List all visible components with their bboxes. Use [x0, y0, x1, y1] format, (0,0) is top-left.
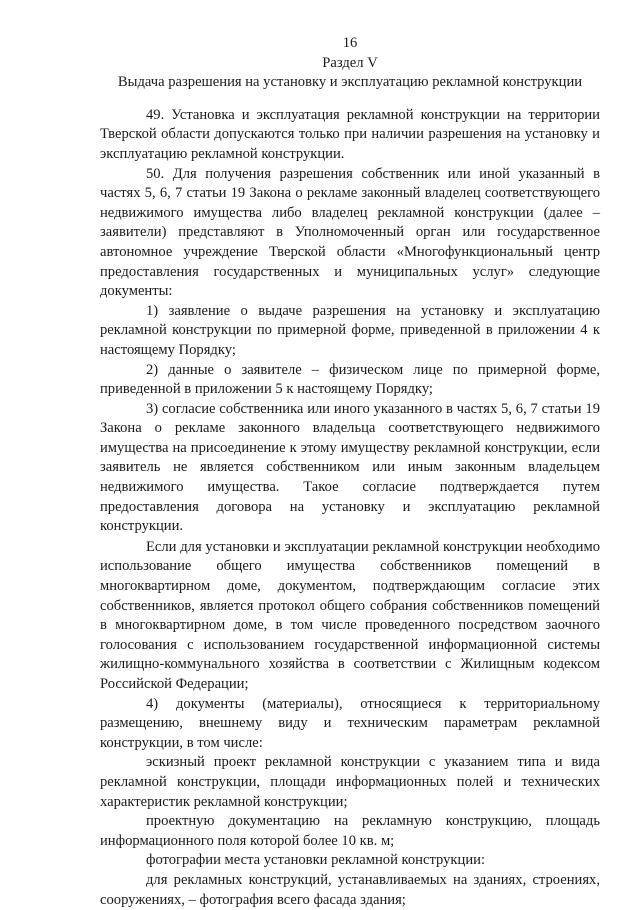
section-subtitle: Выдача разрешения на установку и эксплуатацию рекламной конструкции — [117, 74, 583, 91]
sub-item-sketch: эскизный проект рекламной конструкции с указанием типа и вида рекламной конструкции, площади информационных полей и технических характеристик рекламной конструкции; — [100, 754, 600, 810]
paragraph-common-property: Если для установки и эксплуатации рекламной конструкции необходимо использование общего имущества собственников помещений в многоквартирном доме, документом, подтверждающим согласие этих собственников, является протокол общего собрания собственников помещений в многоквартирном доме, в том числе проведенного посредством заочного голосования с использованием государственной информационной системы жилищно-коммунального хозяйства в соответствии с Жилищным кодексом Российской Федерации; — [100, 538, 600, 692]
section-title: Раздел V — [322, 54, 378, 71]
document-page — [100, 34, 600, 910]
sub-item-photos: фотографии места установки рекламной конструкции: — [146, 852, 486, 869]
list-item-4: 4) документы (материалы), относящиеся к территориальному размещению, внешнему виду и техническим параметрам рекламной конструкции, в том числе: — [100, 695, 600, 751]
paragraph-50: 50. Для получения разрешения собственник или иной указанный в частях 5, 6, 7 статьи 19 Закона о рекламе законный владелец соответствующего недвижимого имущества либо владелец рекламной конструкции (далее – заявители) представляют в Уполномоченный орган или государственное автономное учреждение Тверской области «Многофункциональный центр предоставления государственных и муниципальных услуг» следующие документы: — [100, 165, 600, 300]
list-item-1: 1) заявление о выдаче разрешения на установку и эксплуатацию рекламной конструкции по примерной форме, приведенной в приложении 4 к настоящему Порядку; — [100, 302, 600, 358]
list-item-3: 3) согласие собственника или иного указанного в частях 5, 6, 7 статьи 19 Закона о рекламе законного владельца соответствующего недвижимого имущества на присоединение к этому имуществу рекламной конструкции, если заявитель не является собственником или иным законным владельцем недвижимого имущества. Такое согласие подтверждается путем предоставления договора на установку и эксплуатацию рекламной конструкции. — [100, 400, 600, 535]
sub-item-facade-photo: для рекламных конструкций, устанавливаемых на зданиях, строениях, сооружениях, – фотография всего фасада здания; — [100, 871, 600, 908]
page-number: 16 — [342, 35, 358, 51]
paragraph-49: 49. Установка и эксплуатация рекламной конструкции на территории Тверской области допускаются только при наличии разрешения на установку и эксплуатацию рекламной конструкции. — [100, 106, 600, 162]
list-item-2: 2) данные о заявителе – физическом лице по примерной форме, приведенной в приложении 5 к настоящему Порядку; — [100, 361, 600, 398]
sub-item-project-docs: проектную документацию на рекламную конструкцию, площадь информационного поля которой более 10 кв. м; — [100, 813, 600, 849]
